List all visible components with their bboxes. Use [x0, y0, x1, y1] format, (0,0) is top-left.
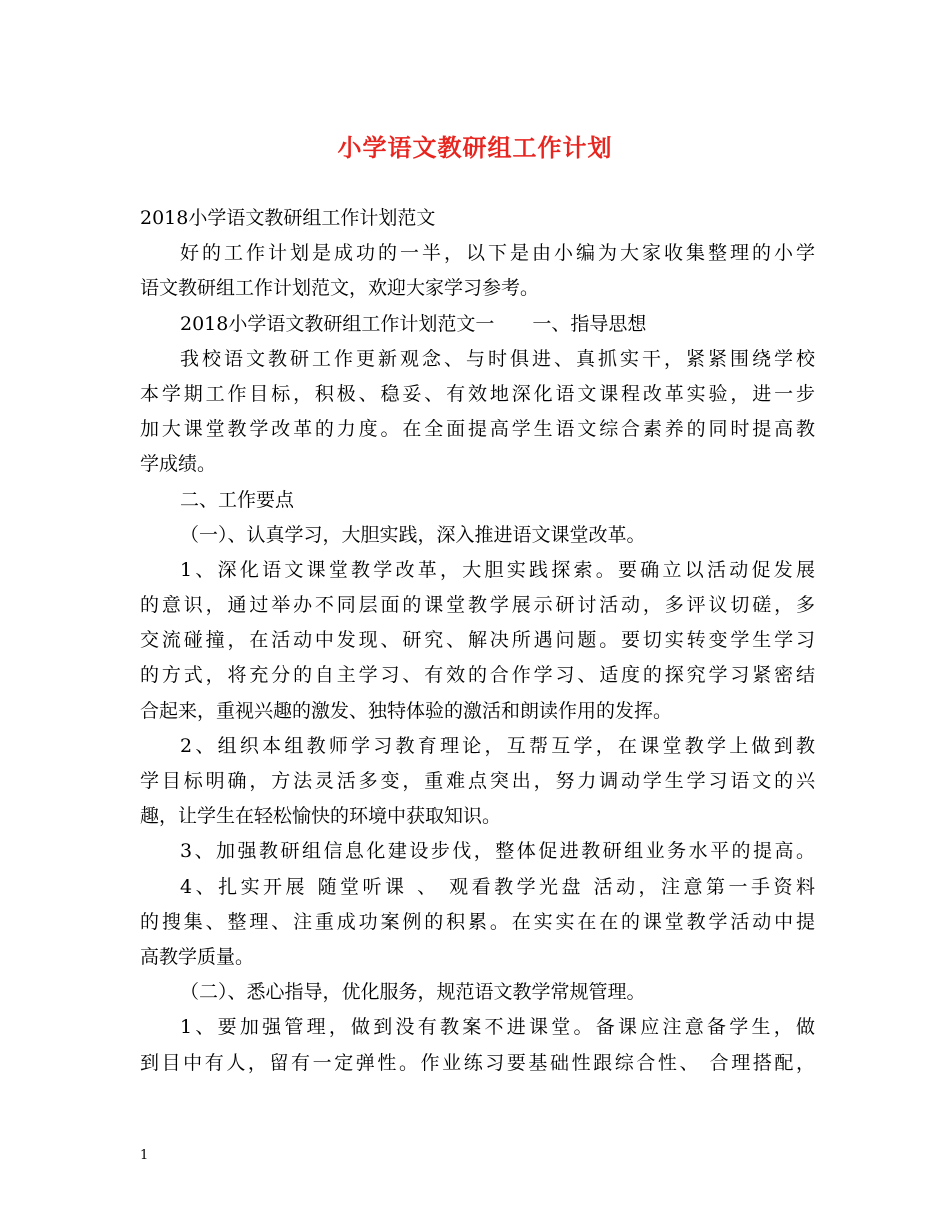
text-line: 到目中有人，留有一定弹性。作业练习要基础性跟综合性、 合理搭配，: [140, 1051, 815, 1074]
text-line: 高教学质量。: [140, 945, 255, 968]
text-line: 我校语文教研工作更新观念、与时俱进、真抓实干，紧紧围绕学校: [180, 347, 815, 370]
text-line: 合起来，重视兴趣的激发、独特体验的激活和朗读作用的发挥。: [140, 699, 673, 722]
document-body: [140, 201, 815, 1081]
text-line: 1、深化语文课堂教学改革，大胆实践探索。要确立以活动促发展: [180, 558, 815, 581]
text-line: 二、工作要点: [180, 488, 295, 511]
text-line: 2018小学语文教研组工作计划范文: [140, 207, 436, 229]
page-number: 1: [140, 1148, 149, 1163]
text-line: 学成绩。: [140, 453, 217, 476]
text-line: 4、扎实开展 随堂听课 、 观看教学光盘 活动，注意第一手资料: [180, 875, 815, 898]
text-line: 2018小学语文教研组工作计划范文一 一、指导思想: [180, 312, 647, 335]
text-line: 的搜集、整理、注重成功案例的积累。在实实在在的课堂教学活动中提: [140, 910, 815, 933]
text-line: （二）、悉心指导，优化服务，规范语文教学常规管理。: [180, 981, 646, 1004]
text-line: 学目标明确，方法灵活多变，重难点突出，努力调动学生学习语文的兴: [140, 770, 815, 792]
text-line: 好的工作计划是成功的一半，以下是由小编为大家收集整理的小学: [180, 242, 815, 265]
text-line: 2、组织本组教师学习教育理论，互帮互学，在课堂教学上做到教: [180, 734, 815, 757]
text-line: 加大课堂教学改革的力度。在全面提高学生语文综合素养的同时提高教: [140, 418, 815, 441]
text-line: （一）、认真学习，大胆实践，深入推进语文课堂改革。: [180, 523, 646, 546]
text-line: 本学期工作目标，积极、稳妥、有效地深化语文课程改革实验，进一步: [140, 382, 815, 405]
text-line: 的方式，将充分的自主学习、有效的合作学习、适度的探究学习紧密结: [140, 664, 815, 687]
text-line: 交流碰撞，在活动中发现、研究、解决所遇问题。要切实转变学生学习: [140, 629, 815, 652]
text-line: 语文教研组工作计划范文，欢迎大家学习参考。: [140, 277, 540, 300]
text-line: 3、加强教研组信息化建设步伐，整体促进教研组业务水平的提高。: [180, 840, 815, 863]
text-line: 1、要加强管理，做到没有教案不进课堂。备课应注意备学生，做: [180, 1016, 815, 1039]
document-title: 小学语文教研组工作计划: [337, 134, 613, 162]
text-line: 趣，让学生在轻松愉快的环境中获取知识。: [140, 805, 502, 828]
text-line: 的意识，通过举办不同层面的课堂教学展示研讨活动，多评议切磋，多: [140, 594, 815, 617]
